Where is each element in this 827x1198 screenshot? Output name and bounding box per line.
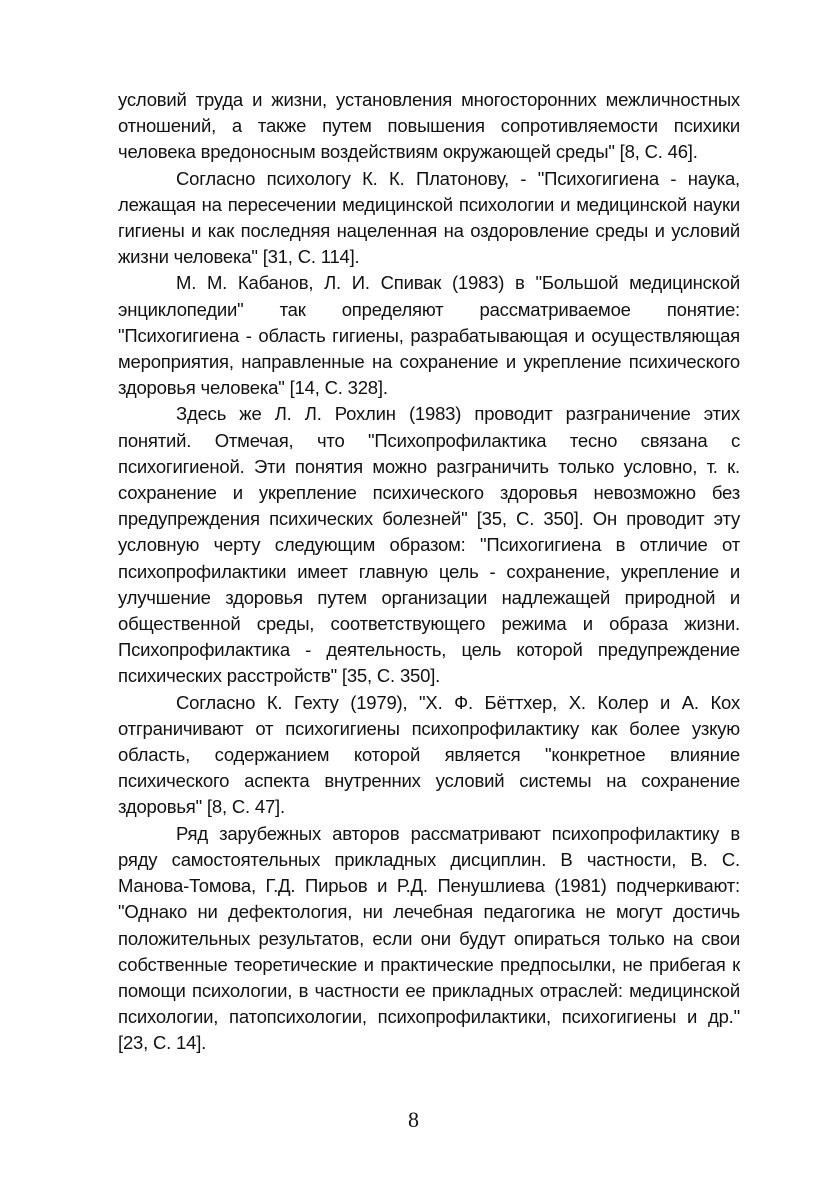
paragraph: Здесь же Л. Л. Рохлин (1983) проводит разграничение этих понятий. Отмечая, что "Психопрофилактика тесно связана с психогигиеной. Эти понятия можно разграничить только условно, т. к. сохранение и укрепление психического здоровья невозможно без предупреждения психических болезней" [35, С. 350]. Он проводит эту условную черту следующим образом: "Психогигиена в отличие от психопрофилактики имеет главную цель - сохранение, укрепление и улучшение здоровья путем организации надлежащей природной и общественной среды, соответствующего режима и образа жизни. Психопрофилактика - деятельность, цель которой предупреждение психических расстройств" [35, С. 350]. [118,403,740,687]
body-text [118,87,740,1057]
paragraph: М. М. Кабанов, Л. И. Спивак (1983) в "Большой медицинской энциклопедии" так определяют рассматриваемое понятие: "Психогигиена - область гигиены, разрабатывающая и осуществляющая мероприятия, направленные на сохранение и укрепление психического здоровья человека" [14, С. 328]. [118,272,740,399]
paragraph: Ряд зарубежных авторов рассматривают психопрофилактику в ряду самостоятельных прикладных дисциплин. В частности, В. С. Манова-Томова, Г.Д. Пирьов и Р.Д. Пенушлиева (1981) подчеркивают: "Однако ни дефектология, ни лечебная педагогика не могут достичь положительных результатов, если они будут опираться только на свои собственные теоретические и практические предпосылки, не прибегая к помощи психологии, в частности ее прикладных отраслей: медицинской психологии, патопсихологии, психопрофилактики, психогигиены и др." [23, С. 14]. [118,822,740,1054]
paragraph: Согласно К. Гехту (1979), "Х. Ф. Бёттхер, Х. Колер и А. Кох отграничивают от психогигиены психопрофилактику как более узкую область, содержанием которой является "конкретное влияние психического аспекта внутренних условий системы на сохранение здоровья" [8, С. 47]. [118,691,740,818]
paragraph: Согласно психологу К. К. Платонову, - "Психогигиена - наука, лежащая на пересечении медицинской психологии и медицинской науки гигиены и как последняя нацеленная на оздоровление среды и условий жизни человека" [31, С. 114]. [118,167,740,268]
paragraph: условий труда и жизни, установления многосторонних межличностных отношений, а также путем повышения сопротивляемости психики человека вредоносным воздействиям окружающей среды" [8, С. 46]. [118,89,740,163]
page-number: 8 [408,1107,419,1132]
